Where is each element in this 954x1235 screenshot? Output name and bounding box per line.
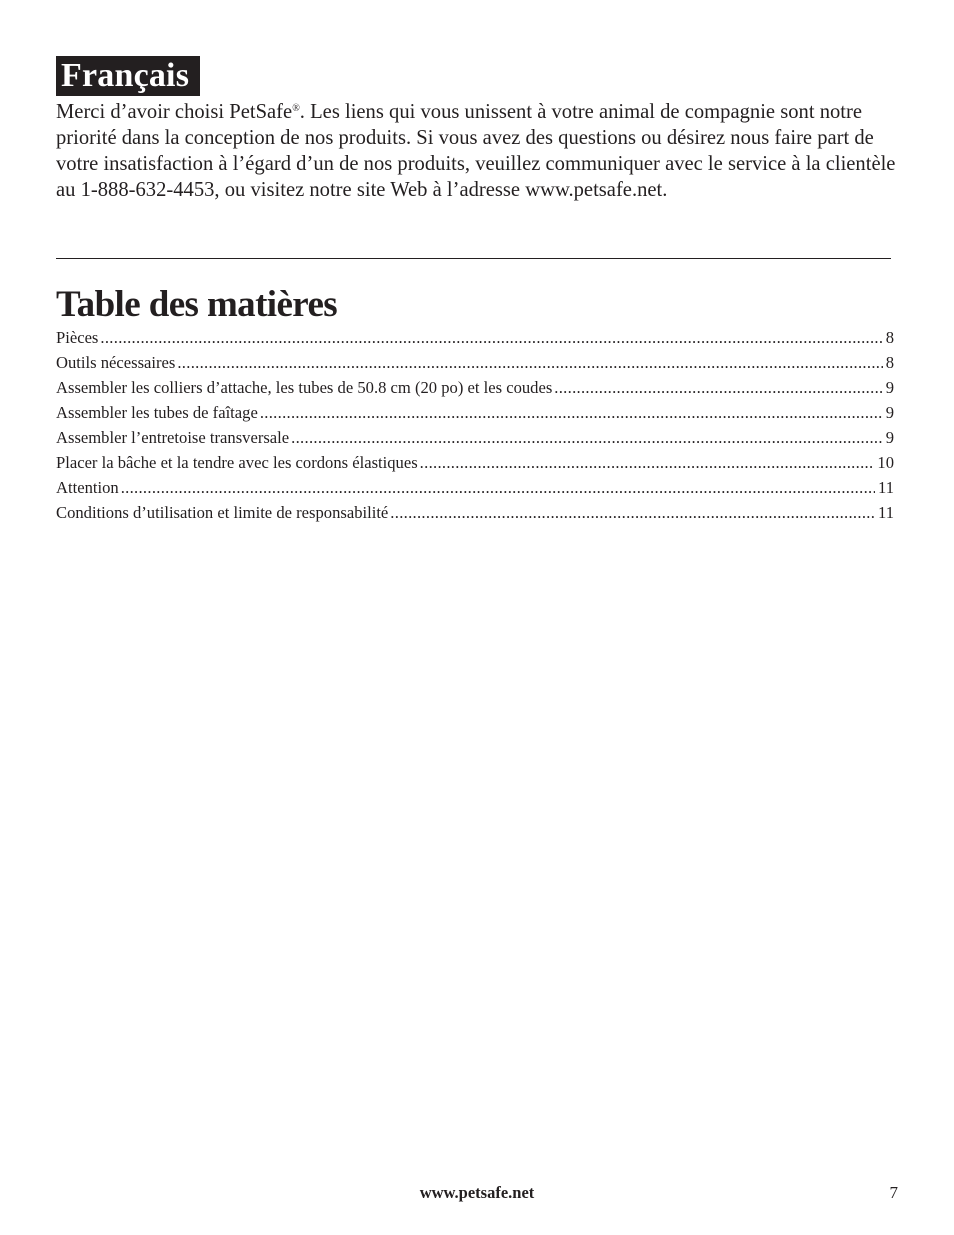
toc-entry-label: Outils nécessaires <box>56 353 176 372</box>
toc-entry-entretoise[interactable] <box>56 425 894 450</box>
toc-entry-label: Assembler les tubes de faîtage <box>56 403 258 422</box>
toc-entry-label: Assembler l’entretoise transversale <box>56 428 290 447</box>
toc-entry-label: Attention <box>56 478 119 497</box>
toc-leader-dots <box>554 375 882 400</box>
toc-entry-label: Conditions d’utilisation et limite de responsabilité <box>56 503 389 522</box>
toc-title: Table des matières <box>56 284 338 325</box>
toc-leader-dots <box>177 350 882 375</box>
language-heading: Français <box>56 56 200 96</box>
toc-leader-dots <box>420 450 875 475</box>
toc-entry-conditions[interactable] <box>56 500 894 525</box>
intro-text-rest: . Les liens qui vous unissent à votre animal de compagnie sont notre priorité dans la conception de nos produits. Si vous avez des questions ou désirez nous faire part de votre insatisfaction à l’égard d’un de nos produits, veuillez communiquer avec le service à la clientèle au 1-888-632-4453, ou visitez notre site Web à l’adresse www.petsafe.net. <box>56 101 896 201</box>
section-divider <box>56 258 891 259</box>
toc-entry-pieces[interactable] <box>56 325 894 350</box>
page-number: 7 <box>889 1183 898 1202</box>
toc-leader-dots <box>121 475 875 500</box>
toc-entry-label: Placer la bâche et la tendre avec les cordons élastiques <box>56 453 418 472</box>
toc-entry-page: 9 <box>885 378 894 397</box>
toc-entry-label: Assembler les colliers d’attache, les tubes de 50.8 cm (20 po) et les coudes <box>56 378 553 397</box>
toc-entry-outils[interactable] <box>56 350 894 375</box>
toc-entry-colliers[interactable] <box>56 375 894 400</box>
registered-mark: ® <box>292 103 300 114</box>
intro-paragraph <box>56 99 901 203</box>
toc-leader-dots <box>291 425 883 450</box>
toc-entry-page: 8 <box>885 328 894 347</box>
toc-entry-page: 11 <box>878 503 894 522</box>
toc-entry-attention[interactable] <box>56 475 894 500</box>
toc-leader-dots <box>390 500 875 525</box>
toc-leader-dots <box>100 325 882 350</box>
toc-leader-dots <box>260 400 883 425</box>
toc-entry-bache[interactable] <box>56 450 894 475</box>
toc-entry-page: 9 <box>885 428 894 447</box>
table-of-contents <box>56 325 894 525</box>
toc-entry-page: 11 <box>878 478 894 497</box>
intro-text-start: Merci d’avoir choisi PetSafe <box>56 101 293 123</box>
toc-entry-page: 9 <box>885 403 894 422</box>
toc-entry-page: 10 <box>877 453 894 472</box>
toc-entry-label: Pièces <box>56 328 99 347</box>
toc-entry-page: 8 <box>885 353 894 372</box>
footer-website: www.petsafe.net <box>419 1183 535 1202</box>
toc-entry-faitage[interactable] <box>56 400 894 425</box>
